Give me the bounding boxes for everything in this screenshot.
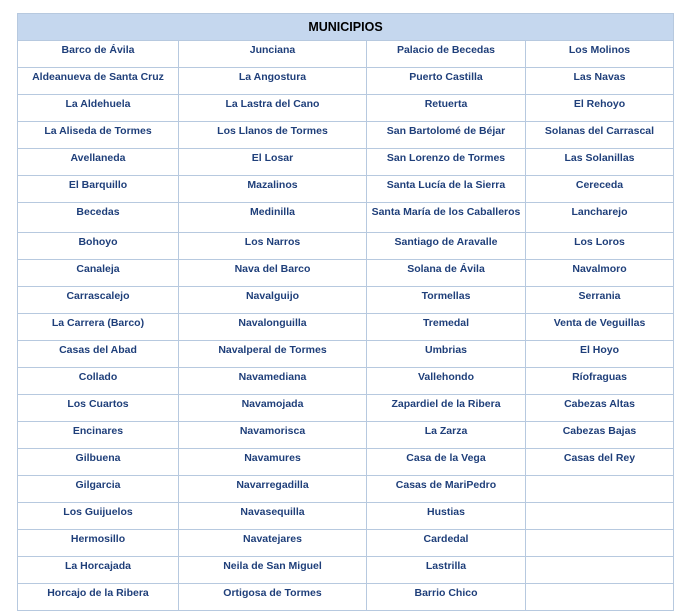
table-row [18,68,674,95]
municipio-cell: Carrascalejo [18,287,179,314]
municipio-cell: Cardedal [367,530,526,557]
table-row [18,149,674,176]
municipio-cell: Solanas del Carrascal [526,122,674,149]
municipio-cell: La Horcajada [18,557,179,584]
municipio-cell: Las Navas [526,68,674,95]
municipio-cell: Navamediana [179,368,367,395]
table-row [18,260,674,287]
table-row [18,341,674,368]
municipio-cell: Aldeanueva de Santa Cruz [18,68,179,95]
municipio-cell: El Losar [179,149,367,176]
table-row [18,203,674,233]
table-row [18,557,674,584]
municipio-cell: La Aldehuela [18,95,179,122]
municipio-cell: Puerto Castilla [367,68,526,95]
municipio-cell: Mazalinos [179,176,367,203]
table-row [18,233,674,260]
municipio-cell: Navamojada [179,395,367,422]
municipio-cell: San Bartolomé de Béjar [367,122,526,149]
municipio-cell: Vallehondo [367,368,526,395]
municipio-cell: El Hoyo [526,341,674,368]
municipio-cell: Serrania [526,287,674,314]
municipio-cell: Los Guijuelos [18,503,179,530]
municipio-cell: Venta de Veguillas [526,314,674,341]
municipio-cell: Ortigosa de Tormes [179,584,367,611]
municipio-cell: Los Loros [526,233,674,260]
table-row [18,503,674,530]
municipio-cell: La Aliseda de Tormes [18,122,179,149]
municipio-cell: Nava del Barco [179,260,367,287]
table-row [18,176,674,203]
municipio-cell: Horcajo de la Ribera [18,584,179,611]
municipio-cell: Bohoyo [18,233,179,260]
municipio-cell: Los Llanos de Tormes [179,122,367,149]
municipio-cell [526,584,674,611]
municipio-cell: Hermosillo [18,530,179,557]
municipio-cell: Gilbuena [18,449,179,476]
municipios-table [17,13,674,611]
municipio-cell: Navasequilla [179,503,367,530]
municipio-cell: Collado [18,368,179,395]
table-row [18,476,674,503]
municipio-cell: Avellaneda [18,149,179,176]
table-row [18,287,674,314]
municipio-cell: La Carrera (Barco) [18,314,179,341]
table-row [18,422,674,449]
municipio-cell: Las Solanillas [526,149,674,176]
table-row [18,314,674,341]
table-row [18,395,674,422]
municipio-cell: Navamorisca [179,422,367,449]
municipio-cell: Cabezas Altas [526,395,674,422]
municipio-cell: Santa María de los Caballeros [367,203,526,233]
municipio-cell: Encinares [18,422,179,449]
municipio-cell: Canaleja [18,260,179,287]
municipio-cell: Lastrilla [367,557,526,584]
table-row [18,122,674,149]
municipio-cell: Navarregadilla [179,476,367,503]
municipio-cell: Ríofraguas [526,368,674,395]
municipio-cell: Junciana [179,41,367,68]
municipio-cell: Navalonguilla [179,314,367,341]
municipio-cell: Casas del Rey [526,449,674,476]
municipio-cell: Tremedal [367,314,526,341]
municipio-cell: Retuerta [367,95,526,122]
table-title: MUNICIPIOS [18,14,674,41]
municipio-cell: El Barquillo [18,176,179,203]
municipio-cell: Medinilla [179,203,367,233]
municipio-cell: Lancharejo [526,203,674,233]
municipio-cell: Los Cuartos [18,395,179,422]
municipio-cell: Los Molinos [526,41,674,68]
table-row [18,95,674,122]
municipio-cell: Navalmoro [526,260,674,287]
municipio-cell: Navalguijo [179,287,367,314]
municipio-cell: Navatejares [179,530,367,557]
municipio-cell: Casas del Abad [18,341,179,368]
municipio-cell: Gilgarcia [18,476,179,503]
municipio-cell: Cabezas Bajas [526,422,674,449]
municipio-cell: La Lastra del Cano [179,95,367,122]
table-row [18,530,674,557]
municipio-cell: El Rehoyo [526,95,674,122]
municipio-cell: La Zarza [367,422,526,449]
municipio-cell: Santiago de Aravalle [367,233,526,260]
municipio-cell [526,503,674,530]
table-row [18,449,674,476]
municipio-cell: Umbrias [367,341,526,368]
municipio-cell: Barrio Chico [367,584,526,611]
municipio-cell: Barco de Ávila [18,41,179,68]
table-body [18,41,674,611]
municipio-cell: Tormellas [367,287,526,314]
municipio-cell: Becedas [18,203,179,233]
municipio-cell: Santa Lucía de la Sierra [367,176,526,203]
municipio-cell: Zapardiel de la Ribera [367,395,526,422]
table-row [18,41,674,68]
table-row [18,368,674,395]
municipio-cell: Hustias [367,503,526,530]
municipio-cell: San Lorenzo de Tormes [367,149,526,176]
municipio-cell [526,476,674,503]
municipio-cell: Los Narros [179,233,367,260]
municipio-cell: Casa de la Vega [367,449,526,476]
municipio-cell: Neila de San Miguel [179,557,367,584]
municipio-cell: Navamures [179,449,367,476]
municipio-cell: Navalperal de Tormes [179,341,367,368]
municipio-cell: Solana de Ávila [367,260,526,287]
municipio-cell: Casas de MariPedro [367,476,526,503]
municipio-cell: Cereceda [526,176,674,203]
municipio-cell: Palacio de Becedas [367,41,526,68]
table-row [18,584,674,611]
municipio-cell [526,530,674,557]
table-header-row [18,14,674,41]
municipio-cell: La Angostura [179,68,367,95]
municipio-cell [526,557,674,584]
